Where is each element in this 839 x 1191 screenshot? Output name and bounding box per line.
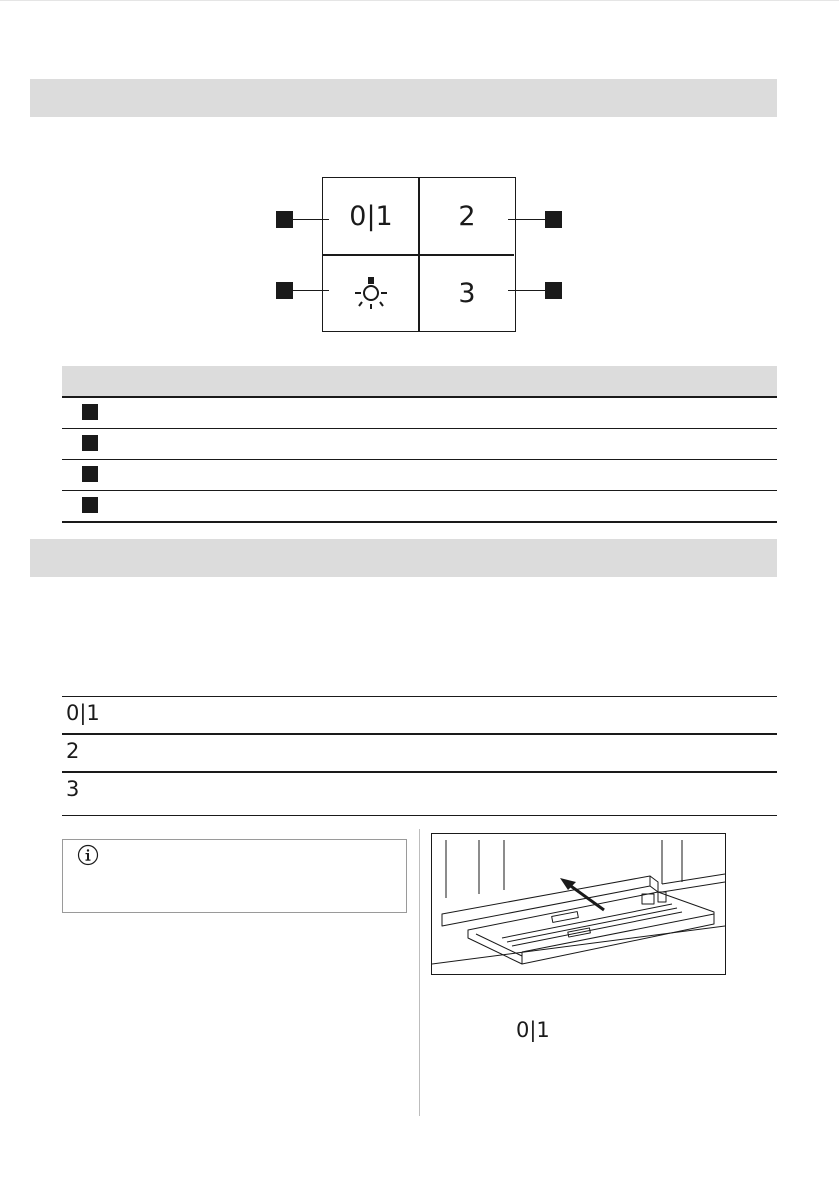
hood-illustration xyxy=(431,833,726,975)
info-icon xyxy=(77,844,99,866)
legend-table-rule xyxy=(62,459,777,460)
light-bulb-icon xyxy=(351,273,391,313)
button-symbol-speed-3: 3 xyxy=(66,777,80,801)
callout-marker xyxy=(545,211,562,228)
speed-2-button[interactable]: 2 xyxy=(458,200,476,232)
callout-leader xyxy=(293,290,329,291)
callout-marker xyxy=(276,211,293,228)
column-divider xyxy=(419,829,420,1116)
callout-leader xyxy=(293,219,329,220)
button-table-rule xyxy=(62,733,777,735)
legend-row-marker xyxy=(82,404,98,420)
section-header-bar-2 xyxy=(30,539,777,577)
button-symbol-power: 0|1 xyxy=(66,701,100,725)
callout-leader xyxy=(508,219,545,220)
legend-table-rule xyxy=(62,521,777,523)
legend-table-rule xyxy=(62,428,777,429)
callout-marker xyxy=(545,282,562,299)
power-button[interactable]: 0|1 xyxy=(349,200,393,232)
legend-row-marker xyxy=(82,435,98,451)
extractor-hood-drawing xyxy=(432,834,725,974)
legend-row-marker xyxy=(82,497,98,513)
light-button[interactable] xyxy=(323,255,419,331)
speed-3-button[interactable]: 3 xyxy=(458,277,476,309)
top-rule xyxy=(0,0,839,1)
legend-row-marker xyxy=(82,466,98,482)
legend-table-rule xyxy=(62,490,777,491)
legend-table-rule xyxy=(62,396,777,398)
button-table-rule xyxy=(62,696,777,697)
button-symbol-speed-2: 2 xyxy=(66,739,80,763)
section-header-bar-1 xyxy=(30,79,777,117)
callout-leader xyxy=(508,290,545,291)
button-table-rule xyxy=(62,771,777,773)
control-panel-diagram xyxy=(322,177,516,332)
legend-table-header xyxy=(62,366,777,396)
button-table-rule xyxy=(62,815,777,816)
info-note-box xyxy=(62,839,407,913)
inline-power-symbol: 0|1 xyxy=(516,1018,550,1042)
callout-marker xyxy=(276,282,293,299)
